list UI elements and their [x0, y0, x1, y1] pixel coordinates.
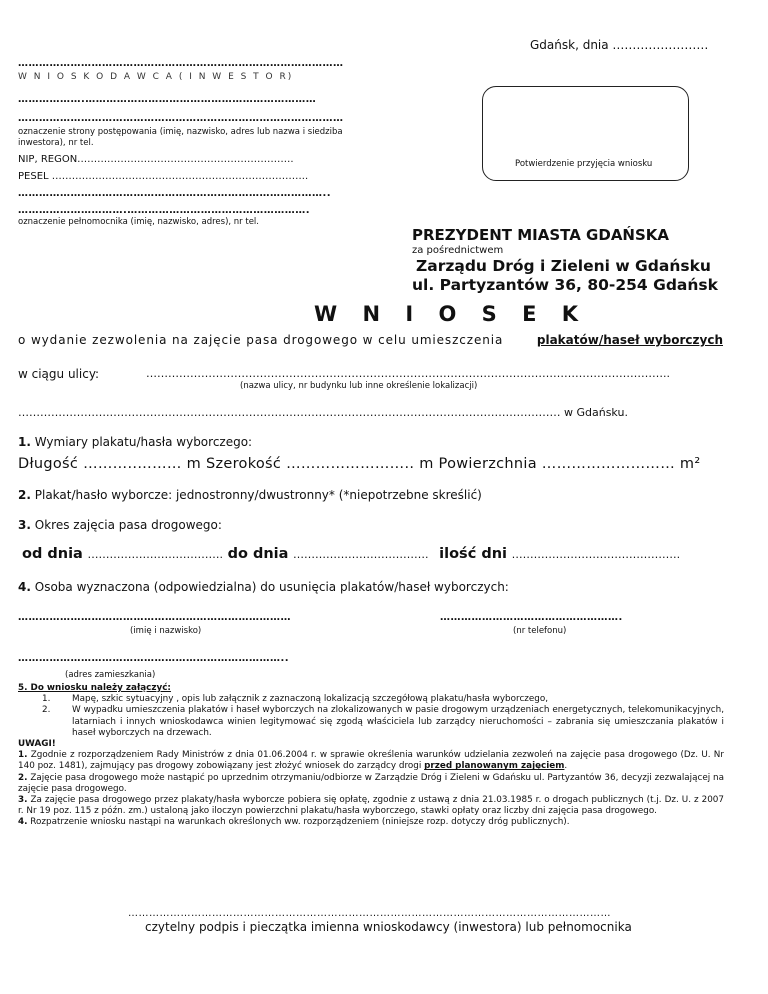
applicant-line-2[interactable]: ……………….…………………………………………………………	[18, 94, 317, 105]
place-date[interactable]: Gdańsk, dnia ……………………	[530, 38, 709, 52]
purpose-text: o wydanie zezwolenia na zajęcie pasa drogowego w celu umieszczenia	[18, 333, 504, 347]
addressee-title: PREZYDENT MIASTA GDAŃSKA	[412, 226, 670, 244]
note-1-end: .	[564, 761, 568, 772]
attachments-and-notes	[18, 683, 724, 829]
note-4-number: 4.	[18, 817, 28, 828]
section-3-number: 3.	[18, 518, 31, 532]
addressee-office: Zarządu Dróg i Zieleni w Gdańsku	[416, 257, 711, 275]
signature-field[interactable]: …………………………………………………………………………………………………………………………	[128, 908, 611, 919]
responsible-address-field[interactable]: …………………………………………………………………..	[18, 653, 290, 664]
period-fields	[22, 546, 680, 562]
section-1-text: Wymiary plakatu/hasła wyborczego:	[34, 435, 253, 449]
responsible-address-hint: (adres zamieszkania)	[65, 670, 156, 680]
applicant-label: W N I O S K O D A W C A ( I N W E S T O R)	[18, 72, 294, 82]
attorney-line-2[interactable]: ………………………….…………………………………………….	[18, 205, 311, 216]
note-1	[18, 750, 724, 772]
section-1	[18, 435, 252, 449]
purpose-underlined: plakatów/haseł wyborczych	[536, 333, 723, 347]
note-1-underlined: przed planowanym zajęciem	[424, 761, 565, 772]
to-date-field[interactable]: ……………………………….	[293, 548, 429, 561]
applicant-description: oznaczenie strony postępowania (imię, nazwisko, adres lub nazwa i siedziba inwestora), nr tel.	[18, 127, 343, 148]
attachment-text: Mapę, szkic sytuacyjny , opis lub załącznik z zaznaczoną lokalizacją szczegółową plakatu/hasła wyborczego,	[72, 694, 549, 705]
street-field-2[interactable]: …………………….…………………………………………………………………………………………………………… w Gdańsku.	[18, 406, 628, 419]
street-field[interactable]: ……………………………………………………………………………………………………………………………..	[146, 367, 670, 380]
attachment-number: 2.	[42, 705, 51, 716]
note-3	[18, 795, 724, 817]
attorney-line-1[interactable]: ……………………………………………………………………………..	[18, 188, 332, 199]
responsible-name-hint: (imię i nazwisko)	[130, 626, 202, 636]
section-2-text: Plakat/hasło wyborcze: jednostronny/dwustronny* (*niepotrzebne skreślić)	[34, 488, 482, 502]
section-4-text: Osoba wyznaczona (odpowiedzialna) do usunięcia plakatów/haseł wyborczych:	[34, 580, 509, 594]
applicant-line-3[interactable]: …………………………………………………………………………………	[18, 113, 344, 124]
attorney-description: oznaczenie pełnomocnika (imię, nazwisko, adres), nr tel.	[18, 217, 259, 227]
attachments-list	[18, 694, 724, 739]
notes-heading: UWAGI!	[18, 739, 56, 750]
addressee-street: ul. Partyzantów 36, 80-254 Gdańsk	[412, 276, 718, 294]
note-2	[18, 773, 724, 795]
section-3	[18, 518, 222, 532]
dimensions-fields[interactable]: Długość ………..……… m Szerokość …………………….. m Powierzchnia ……………………… m²	[18, 456, 701, 472]
applicant-line-1[interactable]: …………………………………………………………………………………	[18, 58, 344, 69]
attachment-text: W wypadku umieszczenia plakatów i haseł wyborczych na zlokalizowanych w pasie drogowym urządzeniach energetycznych, telekomunikacyjnych, latarniach i innych wnioskodawca winien legitymować się zgodą właściciela lub zarządcy nieruchomości – zabrania się umieszczania plakatów i haseł wyborczych na drzewach.	[72, 705, 724, 738]
from-date-field[interactable]: ……………………………….	[87, 548, 223, 561]
days-count-label: ilość dni	[439, 546, 508, 562]
section-3-text: Okres zajęcia pasa drogowego:	[34, 518, 222, 532]
attachment-number: 1.	[42, 694, 51, 705]
attachment-item	[42, 694, 724, 705]
section-2-number: 2.	[18, 488, 31, 502]
form-title: W N I O S E K	[314, 302, 588, 326]
note-3-number: 3.	[18, 795, 28, 806]
responsible-phone-hint: (nr telefonu)	[513, 626, 567, 636]
pesel-field[interactable]: PESEL …………………………………………………………………..	[18, 171, 309, 182]
note-3-text: Za zajęcie pasa drogowego przez plakaty/hasła wyborcze pobiera się opłatę, zgodnie z ustawą z dnia 21.03.1985 r. o drogach publicznych (t.j. Dz. U. z 2007 r. Nr 19 poz. 115 z późn. zm.) ustaloną jako iloczyn powierzchni plakatu/hasła wyborczego, stawki opłaty oraz liczby dni zajęcia pasa drogowego.	[18, 795, 725, 817]
attachments-heading: 5. Do wniosku należy załączyć:	[18, 683, 171, 693]
addressee-via: za pośrednictwem	[412, 245, 504, 256]
days-count-field[interactable]: ……………………………………….	[511, 548, 681, 561]
note-4-text: Rozpatrzenie wniosku nastąpi na warunkach określonych ww. rozporządzeniem (niniejsze rozp. dotyczy dróg publicznych).	[30, 817, 570, 828]
note-2-text: Zajęcie pasa drogowego może nastąpić po uprzednim otrzymaniu/odbiorze w Zarządzie Dróg i Zieleni w Gdańsku ul. Partyzantów 36, decyzji zezwalającej na zajęcie pasa drogowego.	[18, 772, 725, 794]
note-1-text: Zgodnie z rozporządzeniem Rady Ministrów z dnia 01.06.2004 r. w sprawie określenia warunków udzielania zezwoleń na zajęcie pasa drogowego (Dz. U. Nr 140 poz. 1481), zajmujący pas drogowy zobowiązany jest złożyć wniosek do zarządcy drogi	[18, 750, 725, 772]
attachment-item	[42, 705, 724, 739]
section-4-number: 4.	[18, 580, 31, 594]
section-4	[18, 580, 509, 594]
street-label: w ciągu ulicy:	[18, 367, 100, 381]
note-2-number: 2.	[18, 772, 28, 783]
nip-regon-field[interactable]: NIP, REGON……….……………………………………………….	[18, 154, 294, 165]
receipt-stamp-label: Potwierdzenie przyjęcia wniosku	[515, 159, 653, 169]
street-hint: (nazwa ulicy, nr budynku lub inne określenie lokalizacji)	[240, 381, 478, 391]
signature-label: czytelny podpis i pieczątka imienna wnioskodawcy (inwestora) lub pełnomocnika	[145, 920, 632, 934]
note-4	[18, 817, 724, 828]
from-date-label: od dnia	[22, 546, 83, 562]
responsible-name-field[interactable]: ……………………………………………………………………	[18, 612, 291, 623]
section-2	[18, 488, 482, 502]
purpose-line	[18, 333, 723, 347]
to-date-label: do dnia	[227, 546, 289, 562]
responsible-phone-field[interactable]: …………………………………………….	[440, 612, 623, 623]
section-1-number: 1.	[18, 435, 31, 449]
note-1-number: 1.	[18, 750, 28, 761]
